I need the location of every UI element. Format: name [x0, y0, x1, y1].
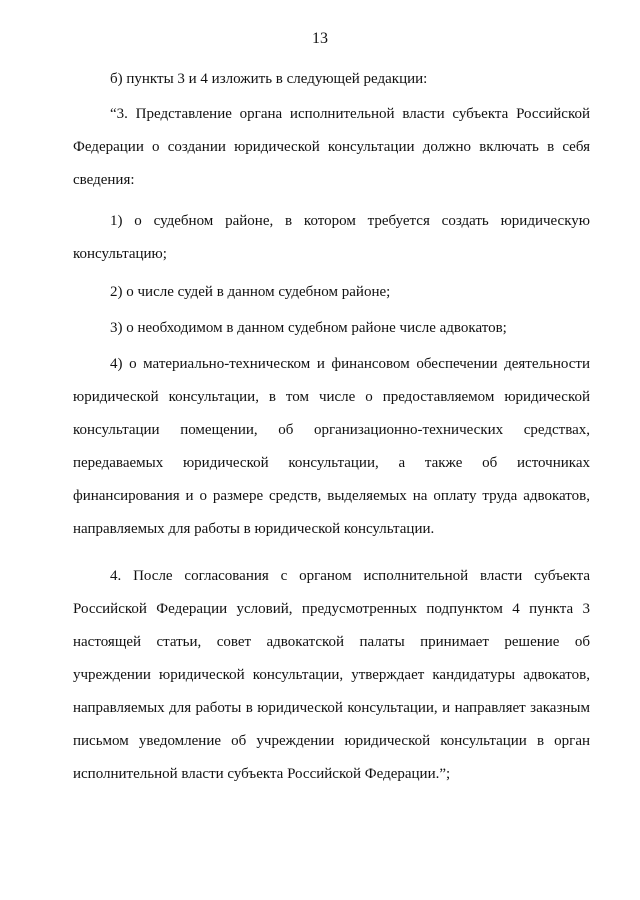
paragraph-subitem-2: 2) о числе судей в данном судебном районе; [110, 284, 391, 300]
page-number: 13 [312, 30, 328, 47]
paragraph-item-4: 4. После согласования с органом исполнительной власти субъекта Российской Федерации условий, предусмотренных подпунктом 4 пункта 3 настоящей статьи, совет адвокатской палаты принимает решение об учреждении юридической консультации, утверждает кандидатуры адвокатов, направляемых для работы в юридической консультации, и направляет заказным письмом уведомление об учреждении юридической консультации в орган исполнительной власти субъекта Российской Федерации.”; [73, 568, 590, 782]
paragraph-subitem-4: 4) о материально-техническом и финансовом обеспечении деятельности юридической консультации, в том числе о предоставляемом юридической консультации помещении, об организационно-технических средствах, передаваемых юридической консультации, а также об источниках финансирования и о размере средств, выделяемых на оплату труда адвокатов, направляемых для работы в юридической консультации. [73, 356, 590, 537]
paragraph-intro: б) пункты 3 и 4 изложить в следующей редакции: [110, 71, 428, 87]
paragraph-item-3: “3. Представление органа исполнительной власти субъекта Российской Федерации о создании юридической консультации должно включать в себя сведения: [73, 106, 590, 188]
paragraph-subitem-3: 3) о необходимом в данном судебном районе числе адвокатов; [110, 320, 507, 336]
paragraph-subitem-1: 1) о судебном районе, в котором требуется создать юридическую консультацию; [73, 213, 590, 262]
